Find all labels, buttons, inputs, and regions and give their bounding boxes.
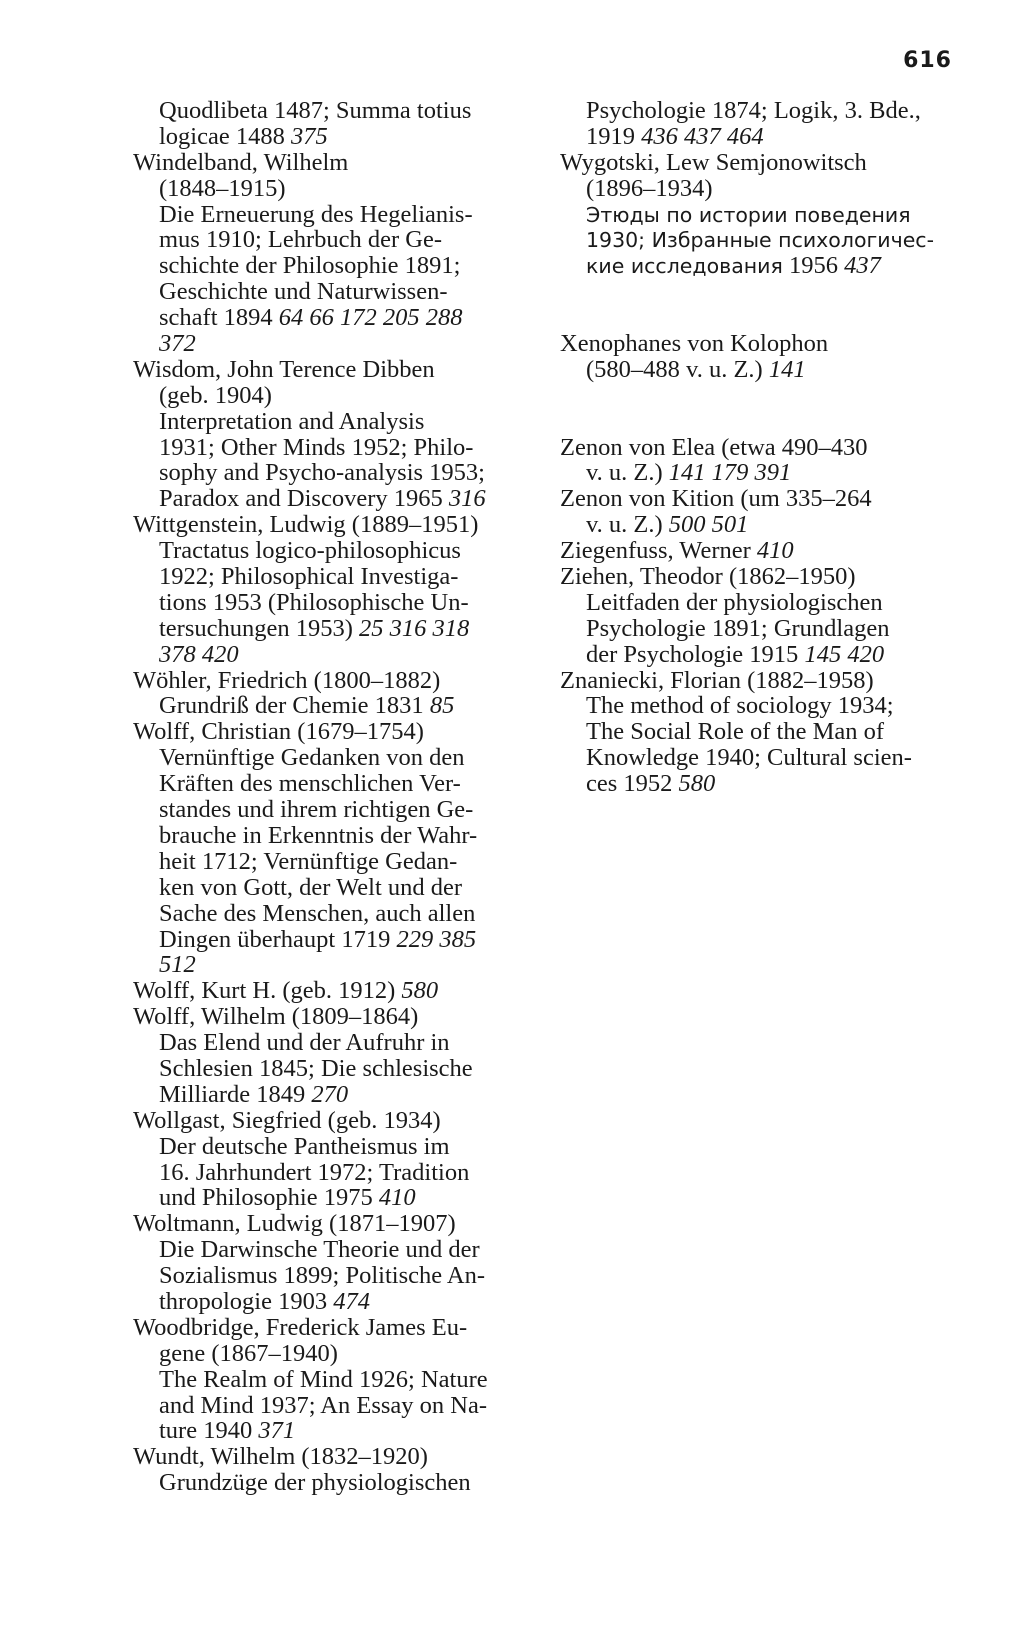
index-continuation-line (133, 901, 533, 927)
index-continuation-line (133, 849, 533, 875)
blank-line (560, 383, 950, 409)
index-continuation-line (133, 564, 533, 590)
index-entry-heading (133, 150, 533, 176)
entry-text: Psychologie 1874; Logik, 3. Bde., (586, 97, 921, 124)
entry-text: schaft 1894 (159, 304, 279, 332)
index-continuation-line (560, 253, 950, 279)
page-references: 270 (311, 1080, 349, 1108)
entry-text: Wundt, Wilhelm (1832–1920) (133, 1443, 428, 1471)
index-continuation-line (560, 745, 950, 771)
entry-text: Paradox and Discovery 1965 (159, 485, 449, 513)
entry-text: Milliarde 1849 (159, 1080, 312, 1108)
index-continuation-line (560, 124, 950, 150)
entry-text: Grundzüge der physiologischen (159, 1469, 471, 1497)
entry-text: Woodbridge, Frederick James Eu- (133, 1313, 468, 1341)
index-continuation-line (133, 1393, 533, 1419)
blank-line (560, 279, 950, 305)
entry-text: (1896–1934) (586, 174, 713, 202)
entry-text: Kräften des menschlichen Ver- (159, 770, 461, 798)
entry-text: Wisdom, John Terence Dibben (133, 355, 435, 383)
entry-text: Die Erneuerung des Hegelianis- (159, 200, 473, 228)
index-continuation-line (133, 1237, 533, 1263)
index-continuation-line (560, 719, 950, 745)
page-references: 512 (159, 951, 196, 979)
entry-text: sophy and Psycho-analysis 1953; (159, 459, 485, 487)
entry-text: Zenon von Kition (um 335–264 (560, 485, 872, 513)
index-continuation-line (133, 1341, 533, 1367)
index-continuation-line (133, 227, 533, 253)
entry-text: v. u. Z.) (586, 511, 669, 539)
page-references: 371 (258, 1417, 296, 1445)
index-entry-heading (560, 668, 950, 694)
entry-text: (580–488 v. u. Z.) (586, 355, 769, 383)
index-continuation-line (560, 202, 950, 228)
page-references: 85 (429, 692, 455, 720)
entry-text: der Psychologie 1915 (586, 640, 805, 668)
index-continuation-line (133, 1160, 533, 1186)
index-continuation-line (133, 642, 533, 668)
index-continuation-line (133, 1134, 533, 1160)
index-continuation-line (133, 952, 533, 978)
entry-text: Xenophanes von Kolophon (560, 330, 829, 358)
index-continuation-line (133, 383, 533, 409)
entry-text: 1956 (782, 252, 845, 280)
index-continuation-line (560, 227, 950, 253)
entry-text: Interpretation and Analysis (159, 407, 425, 435)
entry-text: und Philosophie 1975 (159, 1184, 379, 1212)
entry-text: Schlesien 1845; Die schlesische (159, 1054, 473, 1082)
entry-text: Knowledge 1940; Cultural scien- (586, 744, 912, 772)
index-continuation-line (133, 693, 533, 719)
entry-text: Wittgenstein, Ludwig (1889–1951) (133, 511, 479, 539)
entry-text: Sozialismus 1899; Politische An- (159, 1262, 485, 1290)
entry-text: Psychologie 1891; Grundlagen (586, 614, 890, 642)
entry-text: 1931; Other Minds 1952; Philo- (159, 433, 474, 461)
blank-line (560, 409, 950, 435)
entry-text: 1919 (586, 122, 642, 150)
entry-text: Zenon von Elea (etwa 490–430 (560, 433, 868, 461)
entry-text: Wolff, Christian (1679–1754) (133, 718, 424, 746)
index-continuation-line (560, 642, 950, 668)
entry-text: 1922; Philosophical Investiga- (159, 563, 459, 591)
page-references: 378 420 (159, 640, 239, 668)
entry-text: brauche in Erkenntnis der Wahr- (159, 821, 478, 849)
index-continuation-line (133, 1030, 533, 1056)
entry-text: gene (1867–1940) (159, 1339, 338, 1367)
index-continuation-line (133, 616, 533, 642)
entry-text: and Mind 1937; An Essay on Na- (159, 1391, 487, 1419)
index-continuation-line (560, 176, 950, 202)
index-continuation-line (133, 176, 533, 202)
entry-text: The Realm of Mind 1926; Nature (159, 1365, 488, 1393)
page-references: 410 (756, 537, 794, 565)
index-entry-heading (133, 1108, 533, 1134)
entry-text: Geschichte und Naturwissen- (159, 278, 448, 306)
entry-text: Sache des Menschen, auch allen (159, 899, 476, 927)
index-entry-heading (560, 435, 950, 461)
index-continuation-line (133, 1289, 533, 1315)
entry-text: Ziehen, Theodor (1862–1950) (560, 563, 856, 591)
page-references: 141 (768, 355, 806, 383)
index-continuation-line (133, 1263, 533, 1289)
page-references: 437 (844, 252, 881, 280)
page-references: 474 (333, 1287, 370, 1315)
page-references: 436 437 464 (641, 122, 764, 150)
index-continuation-line (133, 202, 533, 228)
index-entry-heading (133, 1004, 533, 1030)
entry-text: Quodlibeta 1487; Summa totius (159, 97, 472, 124)
entry-text: mus 1910; Lehrbuch der Ge- (159, 226, 443, 254)
index-continuation-line (133, 1418, 533, 1444)
entry-text: Woltmann, Ludwig (1871–1907) (133, 1210, 456, 1238)
entry-text: Ziegenfuss, Werner (560, 537, 757, 565)
entry-text: standes und ihrem richtigen Ge- (159, 796, 474, 824)
index-continuation-line (133, 875, 533, 901)
index-continuation-line (133, 279, 533, 305)
page-references: 141 179 391 (668, 459, 792, 487)
entry-text: Wolff, Wilhelm (1809–1864) (133, 1003, 419, 1031)
page-references: 500 501 (668, 511, 749, 539)
index-continuation-line (133, 331, 533, 357)
index-continuation-line (133, 1056, 533, 1082)
index-continuation-line (133, 538, 533, 564)
entry-text: Wollgast, Siegfried (geb. 1934) (133, 1106, 441, 1134)
index-entry-heading (133, 357, 533, 383)
entry-text: thropologie 1903 (159, 1287, 334, 1315)
page-references: 580 (678, 770, 716, 798)
cyrillic-title: 1930; Избранные психологичес- (586, 228, 934, 253)
blank-line (560, 305, 950, 331)
entry-text: heit 1712; Vernünftige Gedan- (159, 847, 458, 875)
index-entry-heading (560, 564, 950, 590)
index-entry-heading (133, 978, 533, 1004)
entry-text: Vernünftige Gedanken von den (159, 744, 465, 772)
page-references: 316 (448, 485, 486, 513)
index-column-right (560, 98, 950, 797)
index-column-left (133, 98, 533, 1496)
index-continuation-line (133, 460, 533, 486)
page-references: 25 316 318 (359, 614, 470, 642)
entry-text: tersuchungen 1953) (159, 614, 360, 642)
entry-text: ture 1940 (159, 1417, 259, 1445)
entry-text: 16. Jahrhundert 1972; Tradition (159, 1158, 470, 1186)
index-continuation-line (133, 124, 533, 150)
cyrillic-title: Этюды по истории поведения (586, 202, 911, 227)
page-references: 64 66 172 205 288 (278, 304, 463, 332)
index-entry-heading (560, 538, 950, 564)
entry-text: ces 1952 (586, 770, 679, 798)
entry-text: tions 1953 (Philosophische Un- (159, 588, 469, 616)
index-continuation-line (560, 357, 950, 383)
page-references: 375 (291, 122, 328, 150)
page-number: 616 (903, 48, 952, 73)
index-continuation-line (560, 590, 950, 616)
entry-text: Wolff, Kurt H. (geb. 1912) (133, 977, 402, 1005)
entry-text: v. u. Z.) (586, 459, 669, 487)
index-continuation-line (133, 1082, 533, 1108)
entry-text: ken von Gott, der Welt und der (159, 873, 463, 901)
entry-text: The method of sociology 1934; (586, 692, 894, 720)
entry-text: schichte der Philosophie 1891; (159, 252, 461, 280)
index-continuation-line (133, 797, 533, 823)
index-continuation-line (133, 305, 533, 331)
entry-text: Windelband, Wilhelm (133, 148, 349, 176)
index-continuation-line (560, 771, 950, 797)
index-entry-heading (133, 1444, 533, 1470)
page-references: 410 (378, 1184, 416, 1212)
entry-text: Wöhler, Friedrich (1800–1882) (133, 666, 441, 694)
index-continuation-line (560, 693, 950, 719)
entry-text: (geb. 1904) (159, 381, 272, 409)
index-continuation-line (560, 616, 950, 642)
page-references: 372 (159, 330, 196, 358)
index-continuation-line (133, 1185, 533, 1211)
entry-text: Tractatus logico-philosophicus (159, 537, 461, 565)
index-continuation-line (133, 745, 533, 771)
page-references: 229 385 (396, 925, 477, 953)
entry-text: Der deutsche Pantheismus im (159, 1132, 450, 1160)
entry-text: Wygotski, Lew Semjonowitsch (560, 148, 867, 176)
index-continuation-line (560, 98, 950, 124)
entry-text: The Social Role of the Man of (586, 718, 885, 746)
index-continuation-line (133, 435, 533, 461)
entry-text: Das Elend und der Aufruhr in (159, 1029, 450, 1057)
page-references: 145 420 (804, 640, 885, 668)
index-continuation-line (133, 927, 533, 953)
cyrillic-title: кие исследования (586, 254, 783, 279)
index-continuation-line (560, 512, 950, 538)
index-continuation-line (133, 1367, 533, 1393)
entry-text: Znaniecki, Florian (1882–1958) (560, 666, 874, 694)
index-entry-heading (560, 150, 950, 176)
index-continuation-line (560, 460, 950, 486)
index-continuation-line (133, 771, 533, 797)
entry-text: Leitfaden der physiologischen (586, 588, 883, 616)
index-continuation-line (133, 409, 533, 435)
index-entry-heading (133, 1211, 533, 1237)
index-continuation-line (133, 486, 533, 512)
index-continuation-line (133, 98, 533, 124)
index-entry-heading (133, 719, 533, 745)
index-entry-heading (133, 1315, 533, 1341)
index-continuation-line (133, 1470, 533, 1496)
index-entry-heading (133, 668, 533, 694)
index-entry-heading (560, 331, 950, 357)
entry-text: Die Darwinsche Theorie und der (159, 1236, 480, 1264)
index-continuation-line (133, 253, 533, 279)
index-continuation-line (133, 823, 533, 849)
entry-text: Dingen überhaupt 1719 (159, 925, 397, 953)
index-entry-heading (133, 512, 533, 538)
page-references: 580 (401, 977, 439, 1005)
entry-text: (1848–1915) (159, 174, 286, 202)
entry-text: Grundriß der Chemie 1831 (159, 692, 430, 720)
index-continuation-line (133, 590, 533, 616)
index-entry-heading (560, 486, 950, 512)
entry-text: logicae 1488 (159, 122, 291, 150)
